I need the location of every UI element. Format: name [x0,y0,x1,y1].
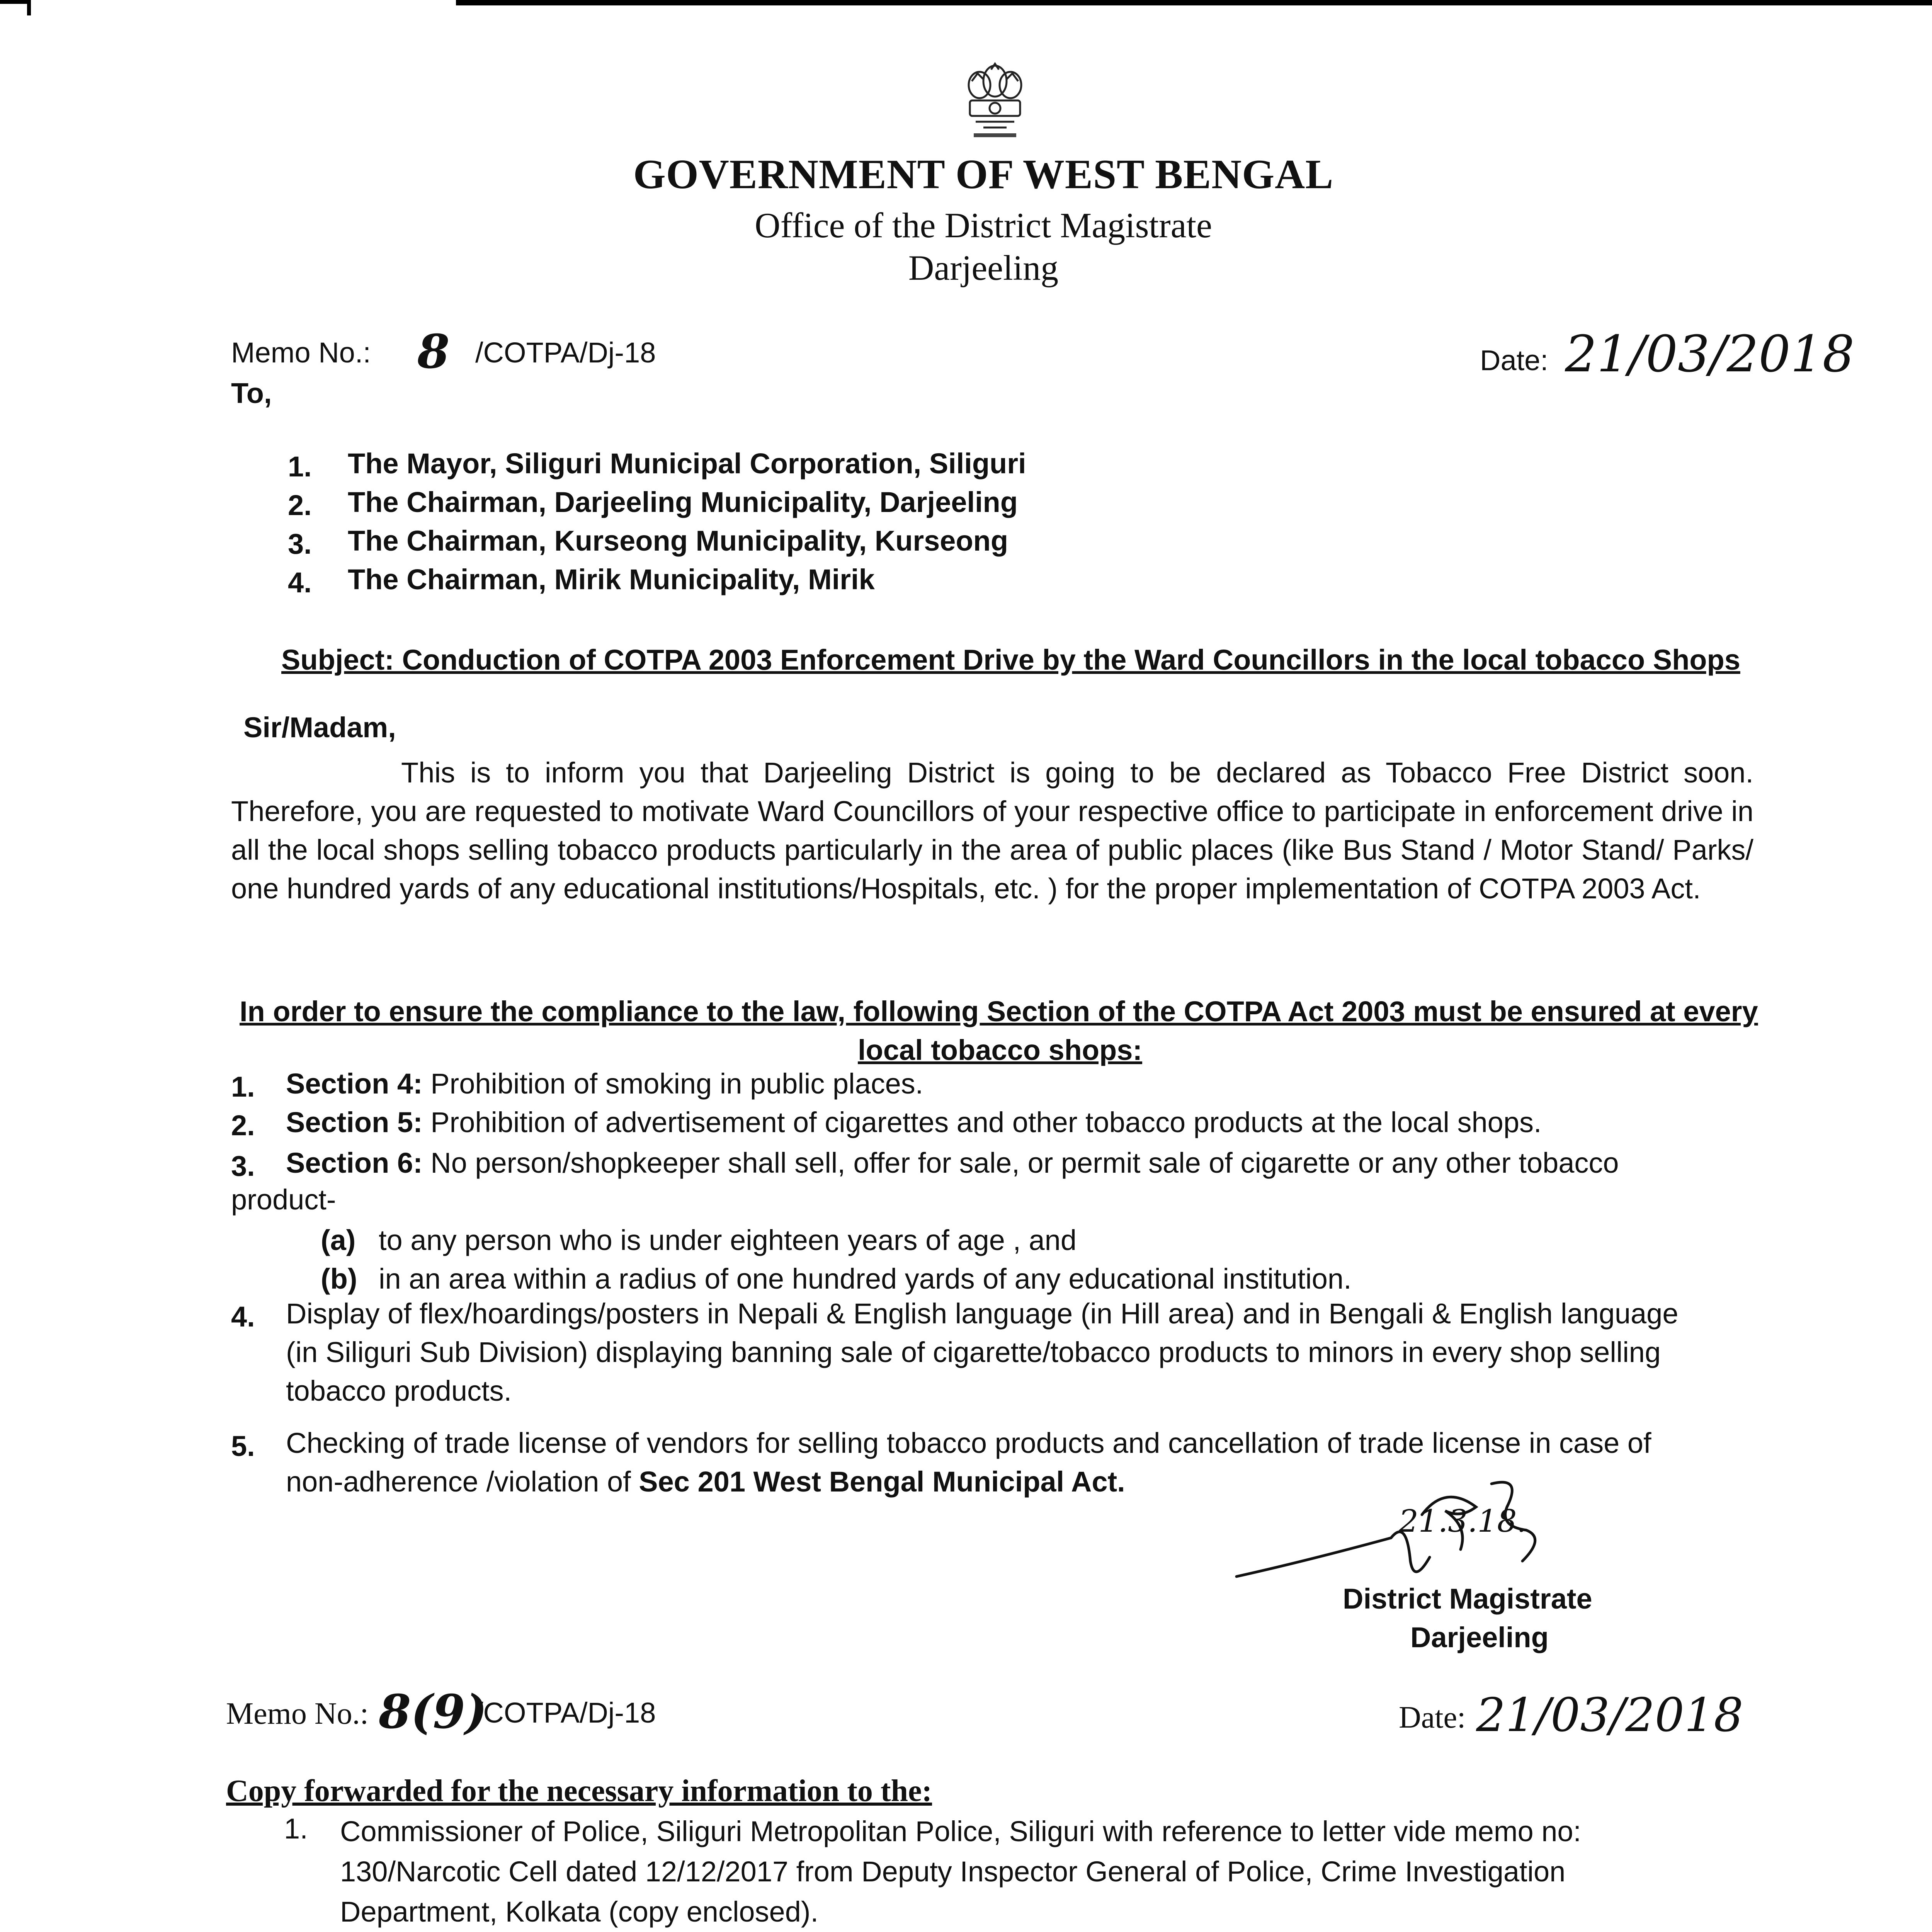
copy-item-line: 130/Narcotic Cell dated 12/12/2017 from Deputy Inspector General of Police, Crime Investigation [340,1855,1566,1888]
scan-mark [27,0,31,15]
subject-line: Subject: Conduction of COTPA 2003 Enforcement Drive by the Ward Councillors in the local tobacco Shops [281,644,1740,676]
section-number: 3. [231,1150,255,1182]
copy-item-number: 1. [284,1813,308,1845]
memo-reference: /COTPA/Dj-18 [475,1697,656,1729]
memo-label: Memo No.: [231,337,371,369]
recipient: The Chairman, Mirik Municipality, Mirik [348,563,875,595]
date-handwritten: 21/03/2018 [1565,325,1855,383]
point-text: (in Siliguri Sub Division) displaying banning sale of cigarette/tobacco products to minors in every shop selling [286,1336,1661,1368]
signature-date-handwritten: 21.3.18. [1399,1503,1527,1539]
signatory-title: District Magistrate [1343,1583,1592,1615]
subsection-text: to any person who is under eighteen years of age , and [379,1224,1077,1256]
section-title: Section 6: [286,1147,423,1179]
act-reference: Sec 201 West Bengal Municipal Act. [639,1466,1125,1498]
recipient: The Mayor, Siliguri Municipal Corporation, Siliguri [348,447,1026,480]
section-item [286,1144,1619,1182]
office-title: Office of the District Magistrate [755,206,1212,245]
recipient: The Chairman, Darjeeling Municipality, Darjeeling [348,486,1018,518]
recipient-number: 3. [288,528,312,560]
point-text-prefix: non-adherence /violation of [286,1466,639,1498]
date-handwritten: 21/03/2018 [1476,1689,1743,1742]
state-emblem-icon [956,58,1034,147]
government-title: GOVERNMENT OF WEST BENGAL [633,151,1334,197]
date-label: Date: [1399,1701,1466,1735]
copy-item-line: Commissioner of Police, Siliguri Metropolitan Police, Siliguri with reference to letter vide memo no: [340,1815,1582,1847]
memo-label: Memo No.: [226,1697,369,1731]
subsection-label: (b) [321,1263,357,1295]
compliance-heading: In order to ensure the compliance to the law, following Section of the COTPA Act 2003 must be ensured at every [240,995,1758,1027]
recipient-number: 1. [288,451,312,483]
point-text: Display of flex/hoardings/posters in Nepali & English language (in Hill area) and in Bengali & English language [286,1298,1679,1330]
memo-number-handwritten: 8(9) [379,1685,487,1739]
point-number: 5. [231,1430,255,1462]
date-label: Date: [1480,344,1548,376]
recipient-number: 2. [288,489,312,521]
recipient: The Chairman, Kurseong Municipality, Kurseong [348,525,1009,557]
subsection-label: (a) [321,1224,356,1256]
subsection-text: in an area within a radius of one hundred yards of any educational institution. [379,1263,1352,1295]
copy-item-line: Department, Kolkata (copy enclosed). [340,1896,819,1928]
section-title: Section 5: [286,1106,423,1138]
to-label: To, [231,377,272,409]
copy-heading: Copy forwarded for the necessary information to the: [226,1774,932,1808]
top-border-line [456,0,1932,5]
section-text: Prohibition of smoking in public places. [422,1068,923,1100]
compliance-heading-line2: local tobacco shops: [858,1034,1143,1066]
section-title: Section 4: [286,1068,423,1100]
point-text: Checking of trade license of vendors for selling tobacco products and cancellation of trade license in case of [286,1427,1651,1459]
signatory-place: Darjeeling [1410,1621,1549,1653]
salutation: Sir/Madam, [243,711,396,743]
point-text: tobacco products. [286,1375,512,1407]
office-place: Darjeeling [908,248,1059,287]
section-text: No person/shopkeeper shall sell, offer for sale, or permit sale of cigarette or any other tobacco [422,1147,1619,1179]
copy-item [340,1811,1750,1932]
point-number: 4. [231,1301,255,1333]
section-continuation: product- [231,1184,336,1216]
section-text: Prohibition of advertisement of cigarettes and other tobacco products at the local shops. [422,1106,1542,1138]
memo-reference: /COTPA/Dj-18 [475,337,656,369]
section-number: 2. [231,1109,255,1141]
section-number: 1. [231,1071,255,1103]
scan-mark [0,0,31,4]
section-item [286,1065,923,1103]
point-text [286,1463,1125,1501]
recipient-number: 4. [288,566,312,599]
section-item [286,1103,1542,1142]
body-paragraph: This is to inform you that Darjeeling District is going to be declared as Tobacco Free District soon. Therefore, you are requested to motivate Ward Councillors of your respective office to participate in enforcement drive in all the local shops selling tobacco products particularly in the area of public places (like Bus Stand / Motor Stand/ Parks/ one hundred yards of any educational institutions/Hospitals, etc. ) for the proper implementation of COTPA 2003 Act. [231,757,1753,905]
memo-number-handwritten: 8 [417,325,450,379]
